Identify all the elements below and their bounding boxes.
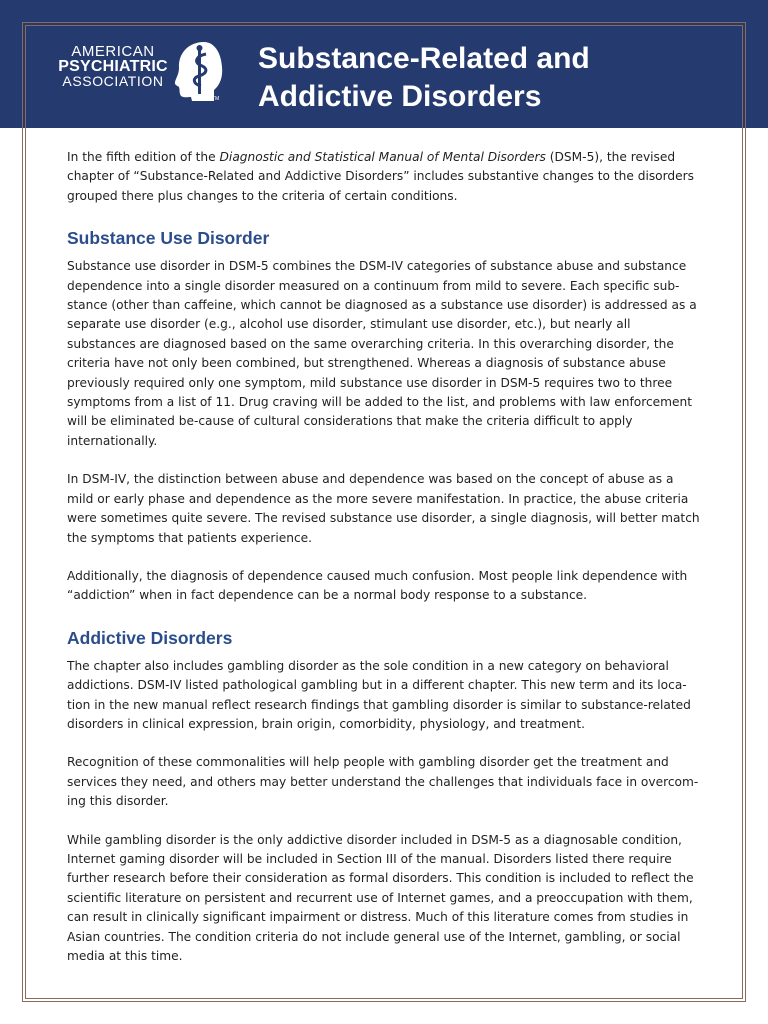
intro-post-text: (DSM-5), the revised chapter of “Substance-Related and Addictive Disorders” includes substantive changes to the disorders grouped there plus changes to the criteria of certain conditions. xyxy=(67,150,695,203)
title-line-2: Addictive Disorders xyxy=(258,80,542,113)
section-heading-substance-use: Substance Use Disorder xyxy=(67,228,270,249)
manual-title-italic: Diagnostic and Statistical Manual of Mental Disorders xyxy=(219,150,546,164)
section-heading-addictive-disorders: Addictive Disorders xyxy=(67,627,233,648)
intro-pre-text: In the fifth edition of the xyxy=(67,150,220,164)
paragraph: Recognition of these commonalities will help people with gambling disorder get the treatment and services they need, and others may better understand the challenges that individuals face in overcom-ing this disorder. xyxy=(67,755,699,809)
paragraph: Substance use disorder in DSM-5 combines the DSM-IV categories of substance abuse and substance dependence into a single disorder measured on a continuum from mild to severe. Each specific sub-stance (other than caffeine, which cannot be diagnosed as a substance use disorder) is addressed as a separate use disorder (e.g., alcohol use disorder, stimulant use disorder, etc.), but nearly all substances are diagnosed based on the same overarching criteria. In this overarching disorder, the criteria have not only been combined, but strengthened. Whereas a diagnosis of substance abuse previously required only one symptom, mild substance use disorder in DSM-5 requires two to three symptoms from a list of 11. Drug craving will be added to the list, and problems with law enforcement will be eliminated be-cause of cultural considerations that make the criteria difficult to apply internationally. xyxy=(67,259,697,448)
logo-line-2: PSYCHIATRIC xyxy=(58,58,168,75)
logo-line-1: AMERICAN xyxy=(71,43,155,60)
logo-line-3: ASSOCIATION xyxy=(62,73,164,89)
paragraph: While gambling disorder is the only addictive disorder included in DSM-5 as a diagnosable condition, Internet gaming disorder will be included in Section III of the manual. Disorders listed there require further research before their consideration as formal disorders. This condition is included to reflect the scientific literature on persistent and recurrent use of Internet games, and a preoccupation with them, can result in clinically significant impairment or distress. Much of this literature comes from studies in Asian countries. The condition criteria do not include general use of the Internet, gambling, or social media at this time. xyxy=(67,832,694,963)
logo-tm-mark: TM xyxy=(212,96,220,102)
paragraph: In DSM-IV, the distinction between abuse and dependence was based on the concept of abuse as a mild or early phase and dependence as the more severe manifestation. In practice, the abuse criteria were sometimes quite severe. The revised substance use disorder, a single diagnosis, will better match the symptoms that patients experience. xyxy=(67,472,700,545)
intro-paragraph xyxy=(67,148,701,206)
title-line-1: Substance-Related and xyxy=(258,42,590,75)
document-body xyxy=(67,148,701,985)
paragraph: The chapter also includes gambling disorder as the sole condition in a new category on behavioral addictions. DSM-IV listed pathological gambling but in a different chapter. This new term and its loca-tion in the new manual reflect research findings that gambling disorder is similar to substance-related disorders in clinical expression, brain origin, comorbidity, physiology, and treatment. xyxy=(67,658,691,731)
paragraph: Additionally, the diagnosis of dependence caused much confusion. Most people link dependence with “addiction” when in fact dependence can be a normal body response to a substance. xyxy=(67,568,688,603)
